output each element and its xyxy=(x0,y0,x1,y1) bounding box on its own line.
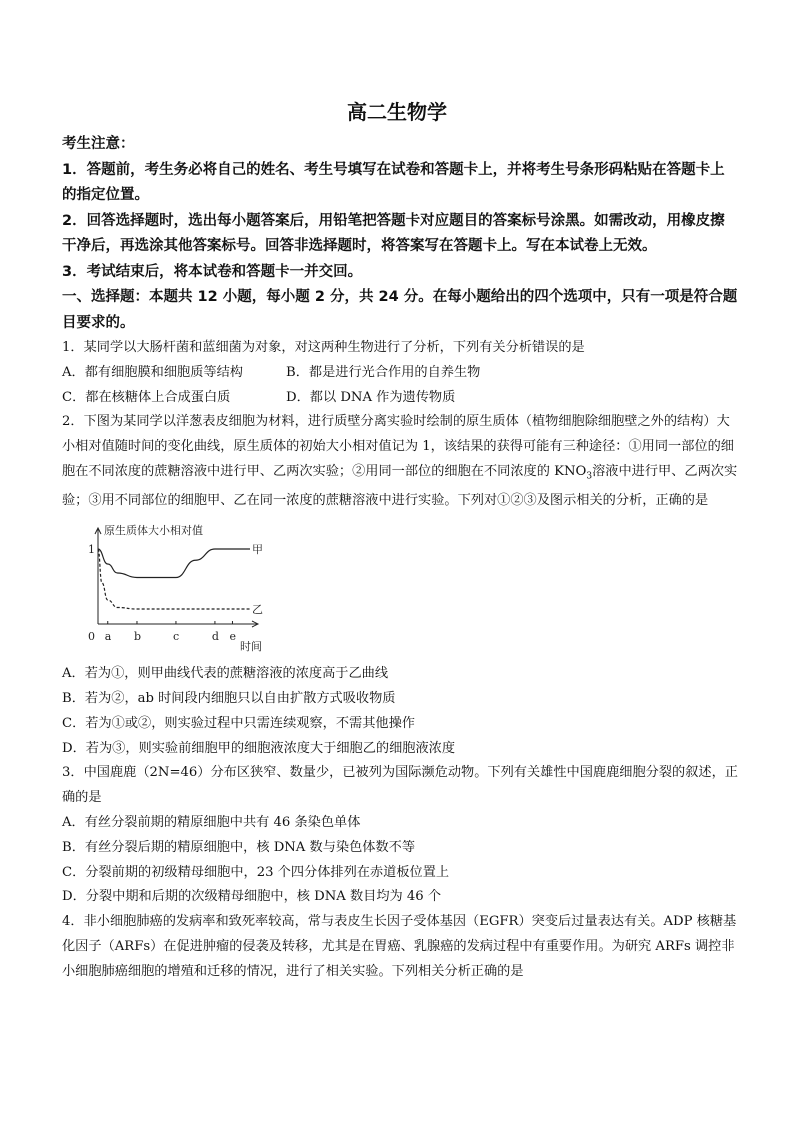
question-2-option-b: B．若为②，ab 时间段内细胞只以自由扩散方式吸收物质 xyxy=(62,691,396,707)
question-2-option-d: D．若为③，则实验前细胞甲的细胞液浓度大于细胞乙的细胞液浓度 xyxy=(62,740,456,756)
x-tick-label-b: b xyxy=(133,630,142,644)
question-1-options-row-1 xyxy=(62,361,738,386)
series-label-yi: 乙 xyxy=(252,603,263,617)
question-2-option-a: A．若为①，则甲曲线代表的蔗糖溶液的浓度高于乙曲线 xyxy=(62,666,389,682)
question-1-options-row-2 xyxy=(62,386,738,411)
notice-item-3: 3．考试结束后，将本试卷和答题卡一并交回。 xyxy=(62,263,363,280)
x-tick-label-d: d xyxy=(211,630,219,644)
x-tick-label-c: c xyxy=(172,630,180,644)
chart-svg xyxy=(84,520,284,656)
question-4-stem: 4．非小细胞肺癌的发病率和致死率较高，常与表皮生长因子受体基因（EGFR）突变后过量表达有关。ADP 核糖基化因子（ARFs）在促进肿瘤的侵袭及转移，尤其是在胃癌、乳腺癌的发病过程中有重要作用。为研究 ARFs 调控非小细胞肺癌细胞的增殖和迁移的情况，进行了相关实验。下列相关分析正确的是 xyxy=(62,914,737,979)
y-tick-label-0: 0 xyxy=(88,630,95,644)
series-label-jia: 甲 xyxy=(252,543,263,557)
x-tick-label-e: e xyxy=(229,630,236,644)
question-3-option-a: A．有丝分裂前期的精原细胞中共有 46 条染色单体 xyxy=(62,815,361,830)
question-2-stem-part-1: 2．下图为某同学以洋葱表皮细胞为材料，进行质壁分离实验时绘制的原生质体（植物细胞除细胞壁之外的结构）大小相对值随时间的变化曲线，原生质体的初始大小相对值记为 1，该结果的获得可能有三种途径：①用同一部位的细胞在不同浓度的蔗糖溶液中进行甲、乙两次实验；②用同一部位的细胞在不同浓度的 KNO xyxy=(62,414,734,479)
series-line-jia xyxy=(98,549,250,578)
question-3-option-c: C．分裂前期的初级精母细胞中，23 个四分体排列在赤道板位置上 xyxy=(62,864,450,880)
question-3-option-d: D．分裂中期和后期的次级精母细胞中，核 DNA 数目均为 46 个 xyxy=(62,889,442,905)
x-tick-label-a: a xyxy=(104,630,112,644)
x-axis-label: 时间 xyxy=(240,640,262,654)
question-2-option-c: C．若为①或②，则实验过程中只需连续观察，不需其他操作 xyxy=(62,715,415,731)
question-3-stem: 3．中国鹿鹿（2N=46）分布区狭窄、数量少，已被列为国际濒危动物。下列有关雄性中国鹿鹿细胞分裂的叙述，正确的是 xyxy=(62,765,738,806)
question-1-option-a: A．都有细胞膜和细胞质等结构 xyxy=(62,364,243,380)
notice-item-1: 1．答题前，考生务必将自己的姓名、考生号填写在试卷和答题卡上，并将考生号条形码粘贴在答题卡上的指定位置。 xyxy=(62,161,725,203)
question-1-stem: 1．某同学以大肠杆菌和蓝细菌为对象，对这两种生物进行了分析，下列有关分析错误的是 xyxy=(62,340,585,355)
question-1-option-d: D．都以 DNA 作为遗传物质 xyxy=(286,389,456,405)
question-2-stem-subscript: 3 xyxy=(586,471,593,482)
section-heading: 一、选择题：本题共 12 小题，每小题 2 分，共 24 分。在每小题给出的四个选项中，只有一项是符合题目要求的。 xyxy=(62,289,738,331)
question-3-option-b: B．有丝分裂后期的精原细胞中，核 DNA 数与染色体数不等 xyxy=(62,839,416,855)
notice-heading: 考生注意： xyxy=(62,136,135,152)
y-axis-label: 原生质体大小相对值 xyxy=(104,524,203,538)
question-1-option-c: C．都在核糖体上合成蛋白质 xyxy=(62,389,231,405)
exam-title: 高二生物学 xyxy=(347,100,447,124)
series-line-yi xyxy=(98,549,250,609)
y-tick-label-1: 1 xyxy=(88,543,95,557)
exam-content xyxy=(62,132,738,985)
question-2-stem xyxy=(62,410,738,514)
protoplast-size-chart xyxy=(62,520,738,658)
notice-item-2: 2．回答选择题时，选出每小题答案后，用铅笔把答题卡对应题目的答案标号涂黑。如需改动，用橡皮擦干净后，再选涂其他答案标号。回答非选择题时，将答案写在答题卡上。写在本试卷上无效。 xyxy=(62,212,725,254)
question-2-stem-part-2: 溶液中进行甲、乙两次实验；③用不同部位的细胞甲、乙在同一浓度的蔗糖溶液中进行实验。下列对①②③及图示相关的分析，正确的是 xyxy=(62,463,738,509)
question-1-option-b: B．都是进行光合作用的自养生物 xyxy=(286,364,481,380)
